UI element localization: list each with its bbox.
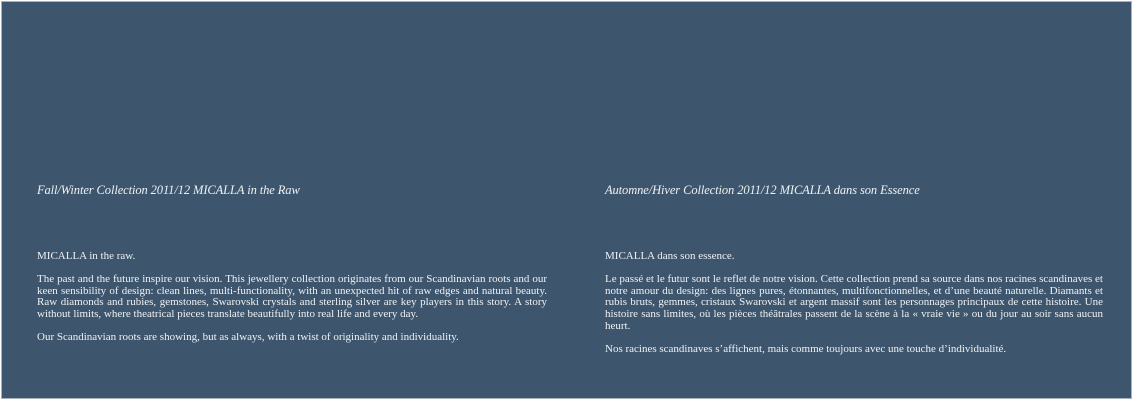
intro-line: MICALLA in the raw. (37, 250, 136, 262)
brochure-spread (1, 1, 1132, 399)
right-page-french (605, 2, 1103, 398)
body-text-english (37, 251, 547, 355)
collection-title-french: Automne/Hiver Collection 2011/12 MICALLA dans son Essence (605, 183, 920, 197)
collection-title-english: Fall/Winter Collection 2011/12 MICALLA in the Raw (37, 183, 300, 197)
description-paragraph: The past and the future inspire our vision. This jewellery collection originates from our Scandinavian roots and our keen sensibility of design: clean lines, multi-functionality, with an unexpected hit of raw edges and natural beauty. Raw diamonds and rubies, gemstones, Swarovski crystals and sterling silver are key players in this story. A story without limits, where theatrical pieces translate beautifully into real life and every day. (37, 273, 547, 320)
body-text-french (605, 251, 1103, 367)
description-paragraph: Le passé et le futur sont le reflet de notre vision. Cette collection prend sa source dans nos racines scandinaves et notre amour du design: des lignes pures, étonnantes, multifonctionnelles, et d’une beauté naturelle. Diamants et rubis bruts, gemmes, cristaux Swarovski et argent massif sont les personnages principaux de cette histoire. Une histoire sans limites, où les pièces théâtrales passent de la scène à la « vraie vie » ou du jour au soir sans aucun heurt. (605, 273, 1103, 332)
closing-paragraph: Nos racines scandinaves s’affichent, mais comme toujours avec une touche d’individualité. (605, 342, 1007, 355)
closing-paragraph: Our Scandinavian roots are showing, but as always, with a twist of originality and individuality. (37, 331, 459, 344)
intro-line: MICALLA dans son essence. (605, 250, 735, 262)
left-page-english (37, 2, 547, 398)
